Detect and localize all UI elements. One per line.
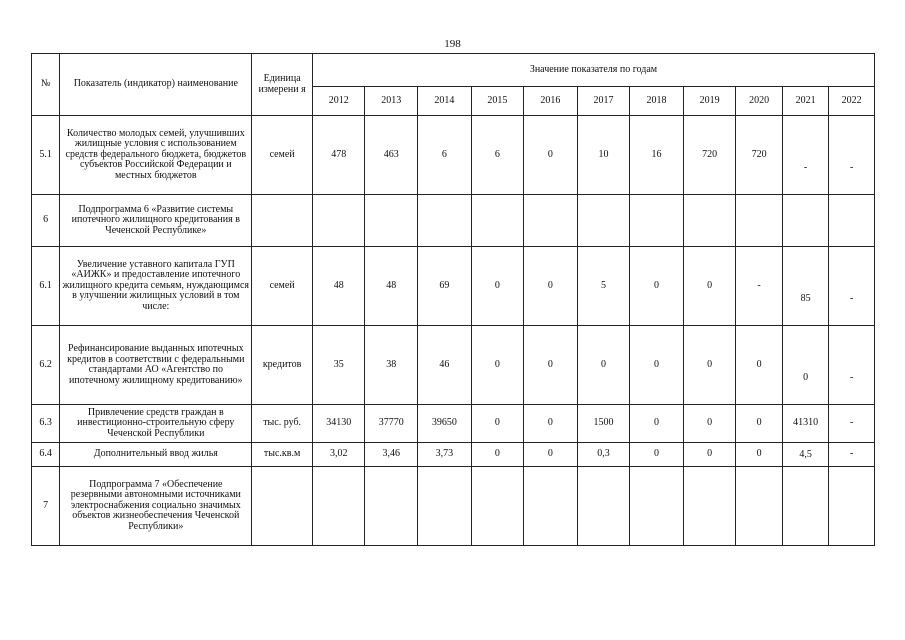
row-indicator: Рефинансирование выданных ипотечных кредитов в соответствии с федеральными стандартами АО «Агентство по ипотечному жилищному кредитованию» (60, 326, 252, 405)
value-cell: 48 (312, 247, 365, 326)
value-cell (577, 195, 630, 247)
value-cell: 0 (782, 326, 828, 405)
value-cell (365, 467, 418, 546)
row-num: 6.2 (32, 326, 60, 405)
value-cell (471, 467, 524, 546)
value-cell: 0 (683, 405, 736, 443)
row-unit: кредитов (252, 326, 313, 405)
value-cell (312, 195, 365, 247)
value-cell: 0 (736, 405, 782, 443)
value-cell (630, 467, 684, 546)
value-cell: 46 (418, 326, 472, 405)
value-cell: 0 (683, 247, 736, 326)
value-cell: 720 (683, 116, 736, 195)
year-header: 2015 (471, 87, 524, 116)
row-unit: тыс. руб. (252, 405, 313, 443)
value-cell: 0 (524, 443, 578, 467)
value-cell: 38 (365, 326, 418, 405)
year-header: 2016 (524, 87, 578, 116)
value-cell: - (782, 116, 828, 195)
table-row (32, 326, 875, 405)
row-unit: семей (252, 116, 313, 195)
value-cell: 69 (418, 247, 472, 326)
value-cell (829, 467, 875, 546)
value-cell: 3,02 (312, 443, 365, 467)
value-cell: 5 (577, 247, 630, 326)
value-cell (683, 195, 736, 247)
value-cell: 0 (524, 247, 578, 326)
year-header: 2017 (577, 87, 630, 116)
row-num: 6.3 (32, 405, 60, 443)
value-cell: 0 (471, 326, 524, 405)
year-header: 2013 (365, 87, 418, 116)
row-unit: семей (252, 247, 313, 326)
value-cell (683, 467, 736, 546)
year-header: 2019 (683, 87, 736, 116)
value-cell: 0 (471, 247, 524, 326)
value-cell (829, 195, 875, 247)
value-cell: 478 (312, 116, 365, 195)
value-cell: - (829, 405, 875, 443)
value-cell: 6 (471, 116, 524, 195)
value-cell: 0 (524, 405, 578, 443)
value-cell (524, 467, 578, 546)
value-cell: 10 (577, 116, 630, 195)
value-cell: 0 (630, 405, 684, 443)
value-cell: 39650 (418, 405, 472, 443)
row-num: 6.1 (32, 247, 60, 326)
value-cell: 6 (418, 116, 472, 195)
value-cell: 48 (365, 247, 418, 326)
table-row (32, 116, 875, 195)
value-cell: 0 (471, 405, 524, 443)
row-unit (252, 195, 313, 247)
value-cell: 0 (630, 326, 684, 405)
page-number: 198 (444, 38, 461, 50)
header-values: Значение показателя по годам (312, 54, 874, 87)
value-cell: 37770 (365, 405, 418, 443)
value-cell (782, 195, 828, 247)
year-header: 2021 (782, 87, 828, 116)
row-indicator: Подпрограмма 6 «Развитие системы ипотечного жилищного кредитования в Чеченской Республике» (60, 195, 252, 247)
value-cell: 4,5 (782, 443, 828, 467)
value-cell (418, 467, 472, 546)
value-cell: 720 (736, 116, 782, 195)
value-cell: 0 (524, 326, 578, 405)
row-num: 7 (32, 467, 60, 546)
table-row (32, 443, 875, 467)
year-header: 2020 (736, 87, 782, 116)
value-cell (524, 195, 578, 247)
row-unit: тыс.кв.м (252, 443, 313, 467)
value-cell (312, 467, 365, 546)
value-cell: 0 (630, 443, 684, 467)
header-indicator: Показатель (индикатор) наименование (60, 54, 252, 116)
value-cell: 0 (524, 116, 578, 195)
indicators-table (31, 53, 875, 546)
row-indicator: Увеличение уставного капитала ГУП «АИЖК» и предоставление ипотечного жилищного кредита семьям, нуждающимся в улучшении жилищных условий в том числе: (60, 247, 252, 326)
value-cell (471, 195, 524, 247)
value-cell: 3,73 (418, 443, 472, 467)
table-row (32, 247, 875, 326)
value-cell: 0 (736, 443, 782, 467)
table-row (32, 467, 875, 546)
row-num: 5.1 (32, 116, 60, 195)
value-cell: 0 (683, 326, 736, 405)
value-cell: 3,46 (365, 443, 418, 467)
header-num: № (32, 54, 60, 116)
value-cell: 463 (365, 116, 418, 195)
row-unit (252, 467, 313, 546)
year-header: 2018 (630, 87, 684, 116)
value-cell: 35 (312, 326, 365, 405)
value-cell (736, 467, 782, 546)
value-cell (418, 195, 472, 247)
value-cell: 0 (683, 443, 736, 467)
value-cell (736, 195, 782, 247)
value-cell: - (829, 247, 875, 326)
row-indicator: Привлечение средств граждан в инвестиционно-строительную сферу Чеченской Республики (60, 405, 252, 443)
header-row (32, 54, 875, 87)
value-cell: 85 (782, 247, 828, 326)
value-cell (630, 195, 684, 247)
value-cell: 0 (577, 326, 630, 405)
value-cell: 34130 (312, 405, 365, 443)
value-cell: - (829, 326, 875, 405)
row-num: 6 (32, 195, 60, 247)
value-cell (782, 467, 828, 546)
value-cell: 41310 (782, 405, 828, 443)
row-num: 6.4 (32, 443, 60, 467)
value-cell (577, 467, 630, 546)
value-cell: - (829, 443, 875, 467)
value-cell: 0 (471, 443, 524, 467)
row-indicator: Количество молодых семей, улучшивших жилищные условия с использованием средств федерального бюджета, бюджетов субъектов Российской Федерации и местных бюджетов (60, 116, 252, 195)
value-cell: 0 (736, 326, 782, 405)
table-row (32, 195, 875, 247)
header-unit: Единица измерени я (252, 54, 313, 116)
value-cell: 0,3 (577, 443, 630, 467)
value-cell: 1500 (577, 405, 630, 443)
row-indicator: Подпрограмма 7 «Обеспечение резервными автономными источниками электроснабжения социально значимых объектов жизнеобеспечения Чеченской Республики» (60, 467, 252, 546)
value-cell: 16 (630, 116, 684, 195)
value-cell (365, 195, 418, 247)
value-cell: - (736, 247, 782, 326)
year-header: 2012 (312, 87, 365, 116)
value-cell: - (829, 116, 875, 195)
year-header: 2022 (829, 87, 875, 116)
row-indicator: Дополнительный ввод жилья (60, 443, 252, 467)
year-header: 2014 (418, 87, 472, 116)
value-cell: 0 (630, 247, 684, 326)
table-row (32, 405, 875, 443)
